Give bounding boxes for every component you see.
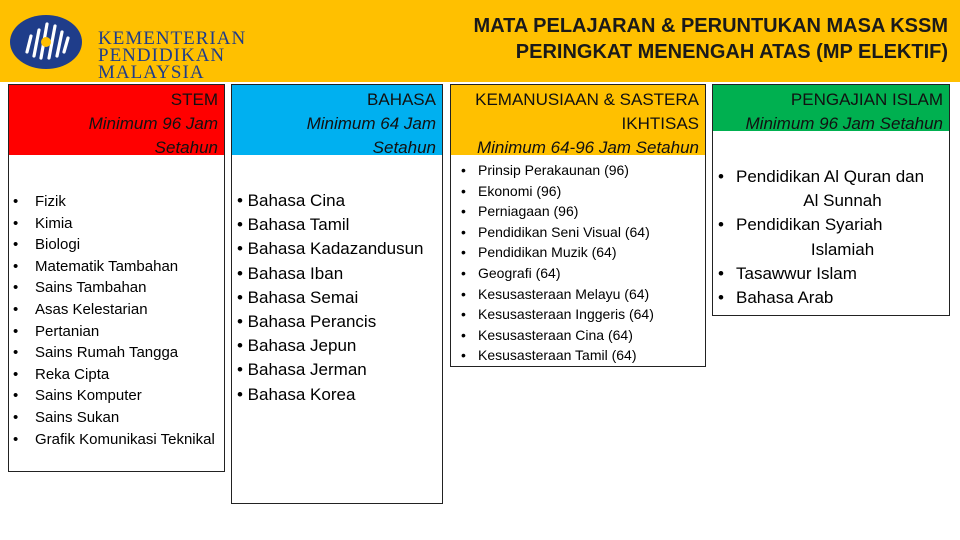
bahasa-minimum: Minimum 64 Jam <box>306 114 436 133</box>
stem-title: STEM <box>170 90 218 109</box>
pengajian-islam-header <box>713 85 949 131</box>
subject-item <box>713 286 949 310</box>
stem-header <box>9 85 224 155</box>
bahasa-column <box>231 84 443 504</box>
subject-item: • Bahasa Korea <box>237 384 356 404</box>
subject-item: • Sains Sukan <box>9 407 219 429</box>
title-line-1: MATA PELAJARAN & PERUNTUKAN MASA KSSM <box>473 15 948 37</box>
subject-item <box>713 165 949 213</box>
subject-item: • Reka Cipta <box>9 364 219 386</box>
ministry-emblem-icon <box>8 12 86 72</box>
pengajian-islam-column <box>712 84 950 316</box>
subject-item: • Fizik <box>9 191 219 213</box>
title-line-2: PERINGKAT MENENGAH ATAS (MP ELEKTIF) <box>515 41 948 63</box>
pengajian-islam-title: PENGAJIAN ISLAM <box>790 90 943 109</box>
subject-item: • Bahasa Iban <box>237 263 344 283</box>
subject-item: • Geografi (64) <box>451 263 705 284</box>
subject-item: • Perniagaan (96) <box>451 201 705 222</box>
subject-item: • Sains Tambahan <box>9 277 219 299</box>
stem-subject-list <box>9 191 219 450</box>
subject-item: • Biologi <box>9 234 219 256</box>
kemanusiaan-column <box>450 84 706 367</box>
subject-item <box>713 262 949 286</box>
pengajian-islam-minimum: Minimum 96 Jam Setahun <box>745 114 943 133</box>
header-banner <box>0 0 960 82</box>
bahasa-subject-list <box>237 189 442 407</box>
subject-item: • Bahasa Kadazandusun <box>237 239 424 259</box>
subject-item: • Bahasa Cina <box>237 191 346 210</box>
subject-line: • Bahasa Arab <box>736 288 834 308</box>
subject-item: • Bahasa Semai <box>237 287 359 307</box>
subject-item: • Kesusasteraan Inggeris (64) <box>451 304 705 325</box>
subject-item: • Bahasa Jerman <box>237 360 367 380</box>
pengajian-islam-subject-list <box>713 165 949 310</box>
kemanusiaan-header <box>451 85 705 155</box>
subject-item <box>713 213 949 261</box>
subject-item: • Kesusasteraan Melayu (64) <box>451 284 705 305</box>
subject-item: • Asas Kelestarian <box>9 299 219 321</box>
subject-item: • Kesusasteraan Tamil (64) <box>451 345 705 366</box>
subject-item: • Matematik Tambahan <box>9 256 219 278</box>
subject-item: • Kimia <box>9 213 219 235</box>
kemanusiaan-subject-list <box>451 160 705 366</box>
subject-item: • Pertanian <box>9 321 219 343</box>
subject-item: • Bahasa Perancis <box>237 312 377 332</box>
subject-item: • Bahasa Tamil <box>237 215 350 235</box>
subject-item: • Sains Komputer <box>9 385 219 407</box>
kemanusiaan-title-2: IKHTISAS <box>621 114 699 133</box>
ministry-name <box>98 30 246 81</box>
ministry-logo <box>8 12 258 83</box>
bahasa-header <box>232 85 442 155</box>
kemanusiaan-minimum: Minimum 64-96 Jam Setahun <box>476 138 699 157</box>
subject-item: • Kesusasteraan Cina (64) <box>451 325 705 346</box>
stem-minimum-2: Setahun <box>154 138 218 157</box>
subject-line: • Pendidikan Syariah <box>736 215 883 235</box>
subject-item: • Sains Rumah Tangga <box>9 342 219 364</box>
subject-line: • Tasawwur Islam <box>736 263 857 283</box>
logo-line-1: KEMENTERIAN <box>98 28 247 49</box>
subject-item: • Bahasa Jepun <box>237 336 357 356</box>
logo-line-2: PENDIDIKAN <box>98 45 226 66</box>
stem-minimum: Minimum 96 Jam <box>88 114 218 133</box>
subject-line: Islamiah <box>810 239 875 259</box>
subject-item: • Ekonomi (96) <box>451 181 705 202</box>
stem-column <box>8 84 225 472</box>
subject-item: • Grafik Komunikasi Teknikal <box>9 429 219 451</box>
bahasa-minimum-2: Setahun <box>372 138 436 157</box>
subject-item: • Prinsip Perakaunan (96) <box>451 160 705 181</box>
subject-line: • Pendidikan Al Quran dan <box>736 167 925 186</box>
subject-item: • Pendidikan Muzik (64) <box>451 242 705 263</box>
subject-item: • Pendidikan Seni Visual (64) <box>451 222 705 243</box>
logo-line-3: MALAYSIA <box>98 62 205 83</box>
page-title <box>474 13 948 65</box>
kemanusiaan-title: KEMANUSIAAN & SASTERA <box>475 90 699 109</box>
bahasa-title: BAHASA <box>367 90 436 109</box>
subject-line: Al Sunnah <box>803 191 882 211</box>
